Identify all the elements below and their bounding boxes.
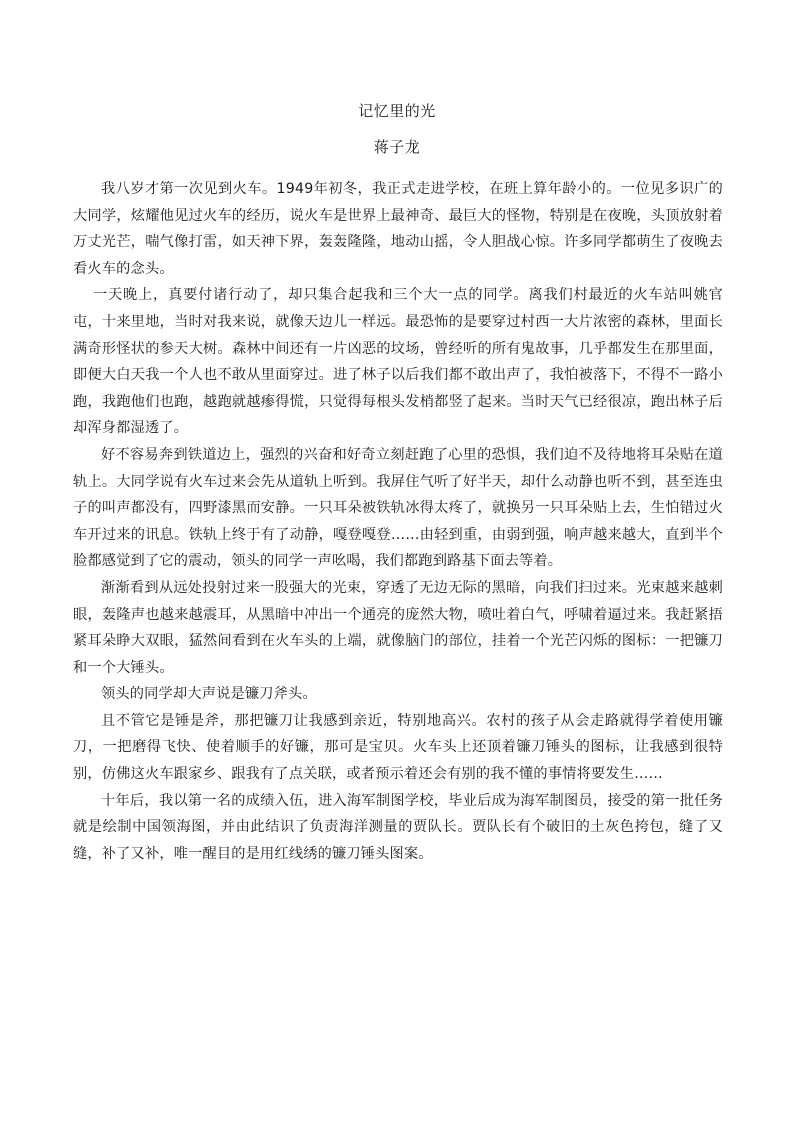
paragraph-7: 十年后，我以第一名的成绩入伍，进入海军制图学校，毕业后成为海军制图员，接受的第一批任务就是绘制中国领海图，并由此结识了负责海洋测量的贾队长。贾队长有个破旧的土灰色挎包，缝了又缝，补了又补，唯一醒目的是用红线绣的镰刀锤头图案。	[73, 792, 723, 862]
paragraph-5: 领头的同学却大声说是镰刀斧头。	[101, 686, 317, 703]
document-author: 蒋子龙	[373, 138, 421, 156]
document-title: 记忆里的光	[358, 102, 436, 120]
document-body	[73, 176, 723, 867]
paragraph-3: 好不容易奔到铁道边上，强烈的兴奋和好奇立刻赶跑了心里的恐惧，我们迫不及待地将耳朵贴在道轨上。大同学说有火车过来会先从道轨上听到。我屏住气听了好半天，却什么动静也听不到，甚至连虫子的叫声都没有，四野漆黑而安静。一只耳朵被铁轨冰得太疼了，就换另一只耳朵贴上去，生怕错过火车开过来的讯息。铁轨上终于有了动静，嘎登嘎登……由轻到重，由弱到强，响声越来越大，直到半个脸都感觉到了它的震动，领头的同学一声吆喝，我们都跑到路基下面去等着。	[73, 446, 723, 570]
paragraph-1: 我八岁才第一次见到火车。1949年初冬，我正式走进学校，在班上算年龄小的。一位见多识广的大同学，炫耀他见过火车的经历，说火车是世界上最神奇、最巨大的怪物，特别是在夜晚，头顶放射着万丈光芒，喘气像打雷，如天神下界，轰轰隆隆，地动山摇，令人胆战心惊。许多同学都萌生了夜晚去看火车的念头。	[73, 181, 723, 277]
paragraph-6: 且不管它是锤是斧，那把镰刀让我感到亲近，特别地高兴。农村的孩子从会走路就得学着使用镰刀，一把磨得飞快、使着顺手的好镰，那可是宝贝。火车头上还顶着镰刀锤头的图标，让我感到很特别，仿佛这火车跟家乡、跟我有了点关联，或者预示着还会有别的我不懂的事情将要发生……	[73, 712, 723, 783]
paragraph-4: 渐渐看到从远处投射过来一股强大的光束，穿透了无边无际的黑暗，向我们扫过来。光束越来越刺眼，轰隆声也越来越震耳，从黑暗中冲出一个通亮的庞然大物，喷吐着白气，呼啸着逼过来。我赶紧捂紧耳朵睁大双眼，猛然间看到在火车头的上端，就像脑门的部位，挂着一个光芒闪烁的图标：一把镰刀和一个大锤头。	[73, 579, 723, 676]
paragraph-2: 一天晚上，真要付诸行动了，却只集合起我和三个大一点的同学。离我们村最近的火车站叫姚官屯，十来里地，当时对我来说，就像天边儿一样远。最恐怖的是要穿过村西一大片浓密的森林，里面长满奇形怪状的参天大树。森林中间还有一片凶恶的坟场，曾经听的所有鬼故事，几乎都发生在那里面，即便大白天我一个人也不敢从里面穿过。进了林子以后我们都不敢出声了，我怕被落下，不得不一路小跑，我跑他们也跑，越跑就越瘆得慌，只觉得每根头发梢都竖了起来。当时天气已经很凉，跑出林子后却浑身都湿透了。	[73, 287, 723, 437]
